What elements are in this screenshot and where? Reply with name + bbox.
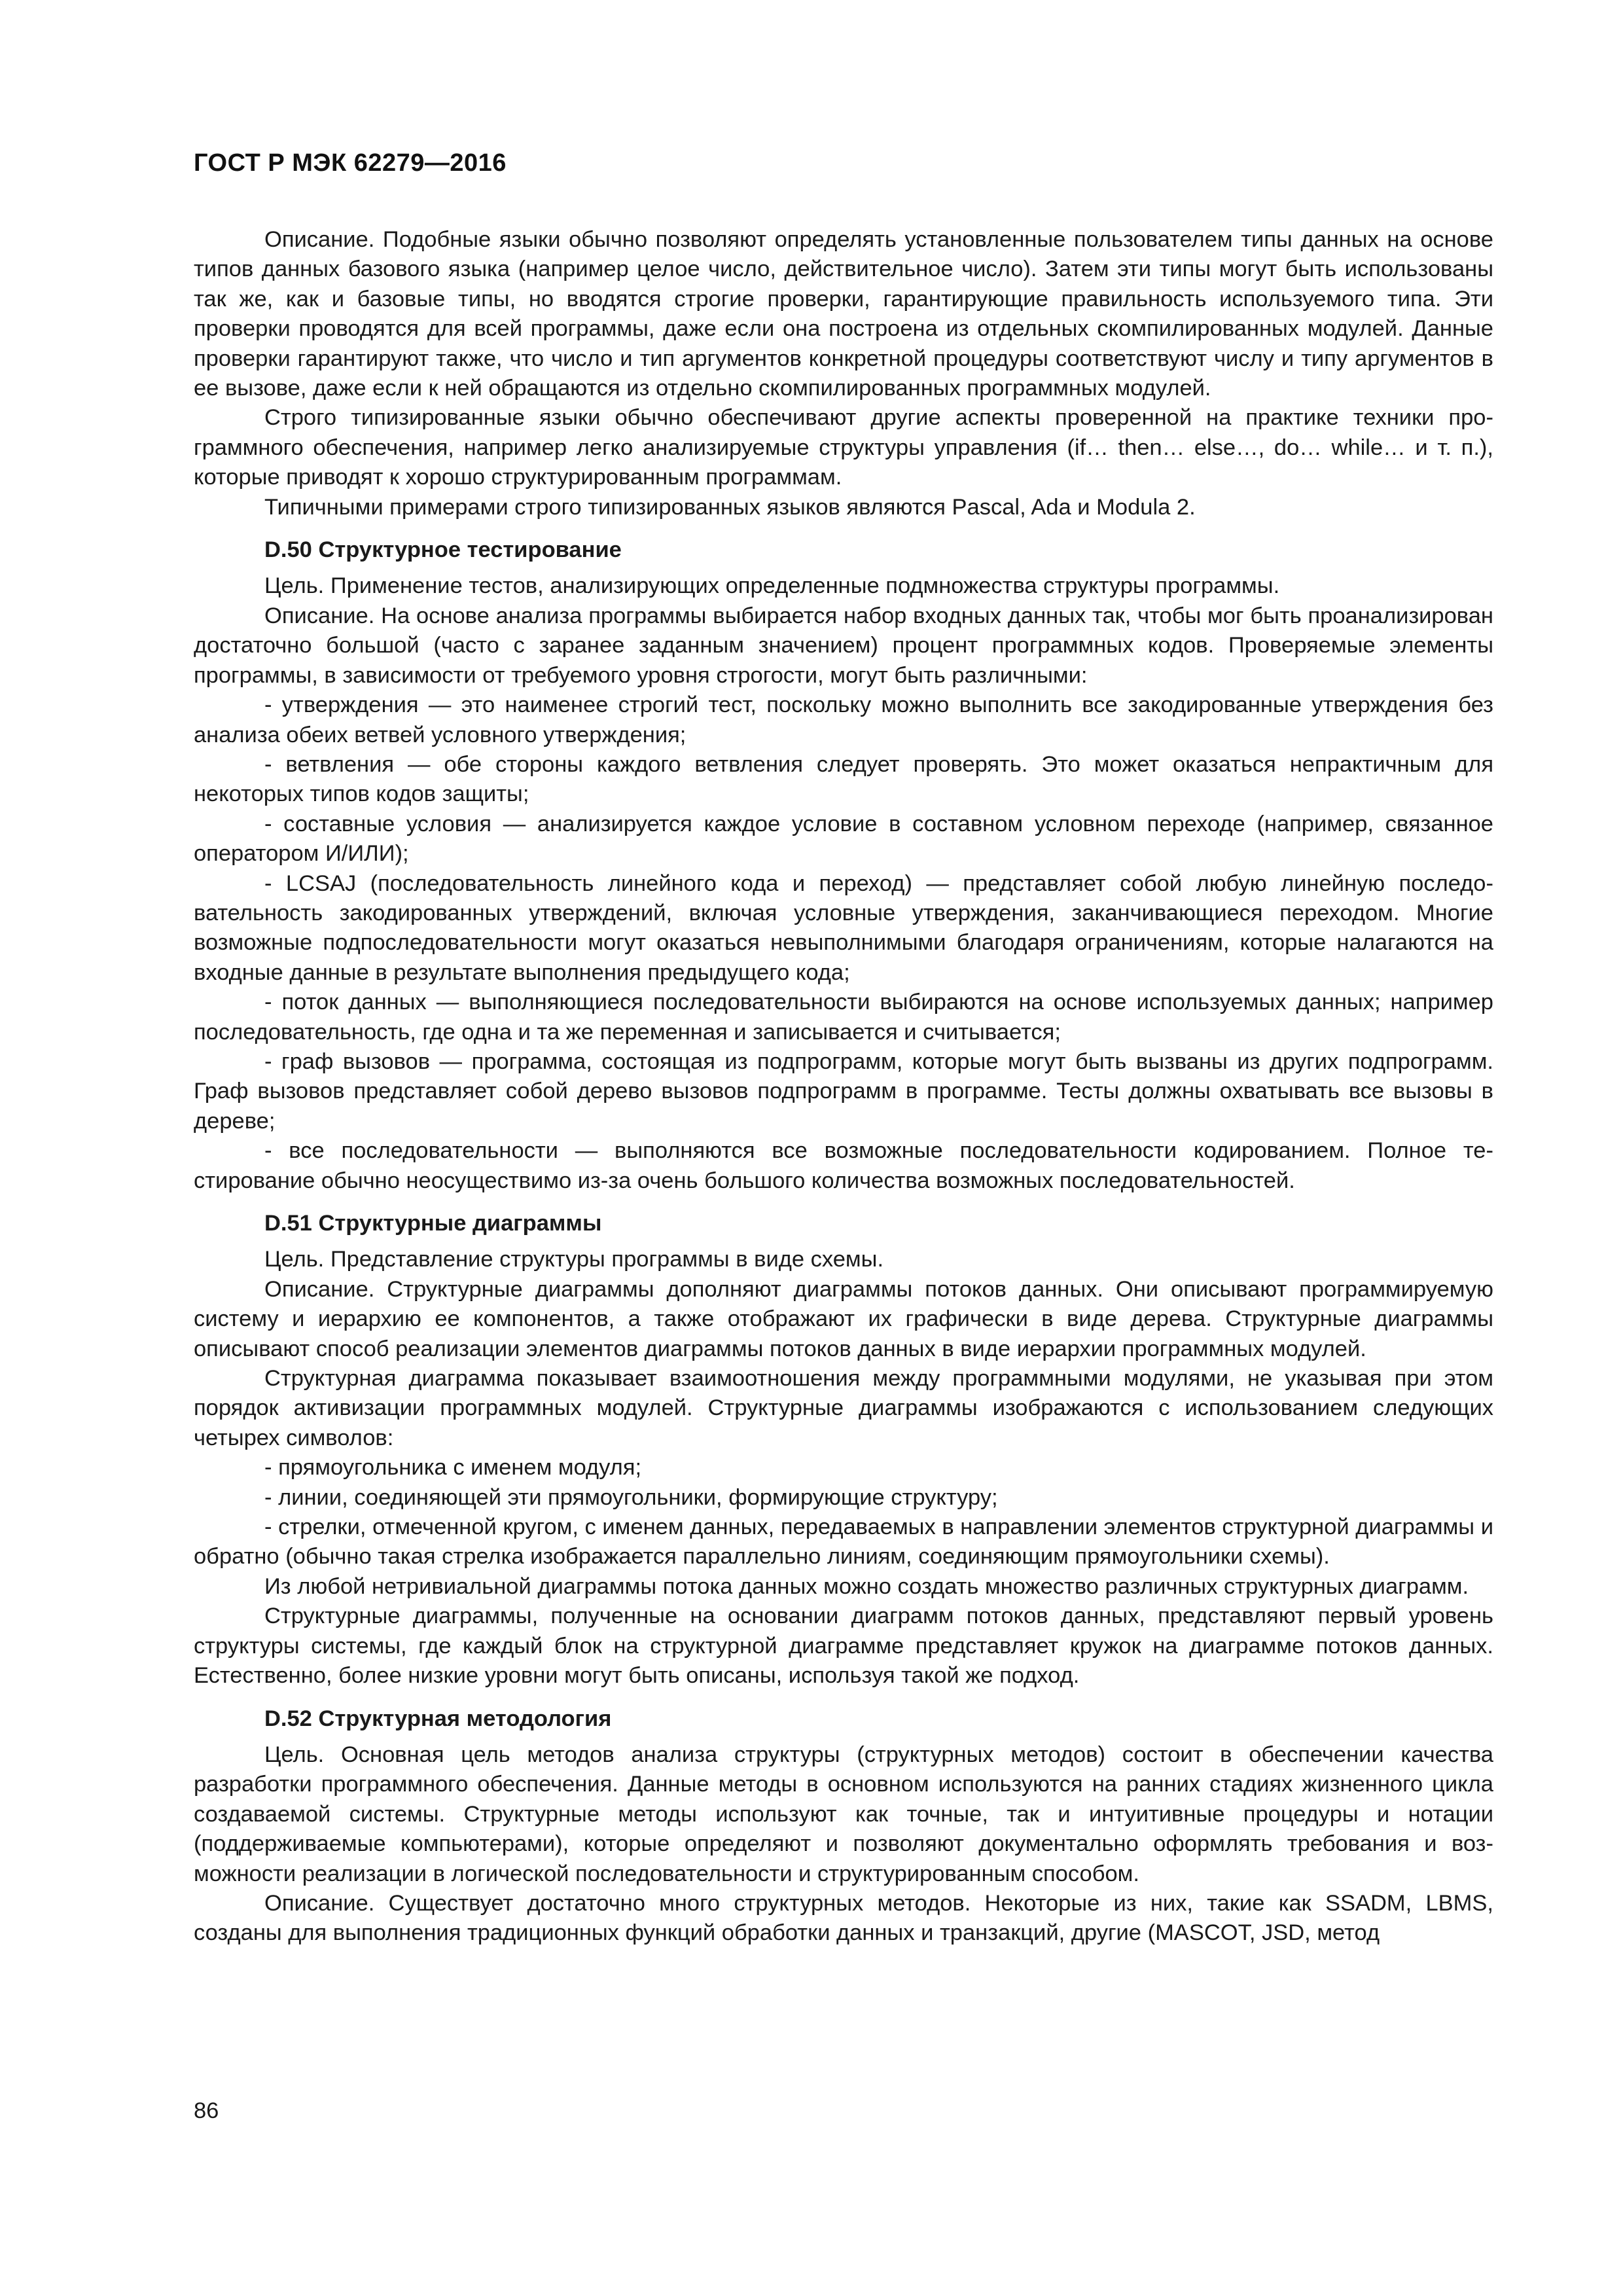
paragraph: Строго типизированные языки обычно обеспечивают другие аспекты проверенной на практике техники программного обеспечения, например легко анализируемые структуры управления (if… then… else…, do… while… и т. п.), которые приводят к хорошо структурированным программам. xyxy=(194,405,1493,490)
section-heading-d52: D.52 Структурная методология xyxy=(264,1706,612,1731)
paragraph: Цель. Применение тестов, анализирующих определенные подмножества структуры программы. xyxy=(264,573,1280,599)
paragraph: Описание. Подобные языки обычно позволяют определять установленные пользователем типы данных на основе типов данных базового языка (например целое число, действительное число). Затем эти типы могут быть использованы так же, как и базовые типы, но вводятся строгие проверки, гарантирующие правильность используемого типа. Эти проверки проводятся для всей программы, даже если она построена из отдельных скомпилированных модулей. Данные проверки гарантируют также, что число и тип аргументов конкретной процедуры соответствуют числу и типу аргументов в ее вызове, даже если к ней обращаются из отдельно скомпилированных программных модулей. xyxy=(194,227,1493,401)
list-item: - ветвления — обе стороны каждого ветвления следует проверять. Это может оказаться непрактичным для некоторых типов кодов защиты; xyxy=(194,751,1493,807)
paragraph: Из любой нетривиальной диаграммы потока данных можно создать множество различных структурных диаграмм. xyxy=(264,1573,1469,1599)
paragraph: Структурные диаграммы, полученные на основании диаграмм потоков данных, представляют первый уровень структуры системы, где каждый блок на структурной диаграмме представляет кружок на диаграмме потоков данных. Естественно, более низкие уровни могут быть описаны, используя такой же подход. xyxy=(194,1604,1493,1689)
standard-designation: ГОСТ Р МЭК 62279—2016 xyxy=(194,149,507,177)
list-item: - все последовательности — выполняются все возможные последовательности кодированием. Полное тестирование обычно неосуществимо из-за очень большого количества возможных последовательностей. xyxy=(194,1138,1493,1193)
section-heading-d51: D.51 Структурные диаграммы xyxy=(264,1211,602,1236)
section-heading-d50: D.50 Структурное тестирование xyxy=(264,537,622,563)
list-item: - LCSAJ (последовательность линейного кода и переход) — представляет собой любую линейную последовательность закодированных утверждений, включая условные утверждения, заканчивающиеся переходом. Многие возможные подпоследовательности могут оказаться невыполнимыми благодаря ограничениям, которые налагаются на входные данные в результате выполнения предыдущего кода; xyxy=(194,870,1493,985)
list-item: - стрелки, отмеченной кругом, с именем данных, передаваемых в направлении элементов структурной диаграммы и обратно (обычно такая стрелка изображается параллельно линиям, соединяющим прямоугольники схемы). xyxy=(194,1515,1493,1570)
paragraph: Цель. Основная цель методов анализа структуры (структурных методов) состоит в обеспечении качества разработки программного обеспечения. Данные методы в основном используются на ранних стадиях жизненного цикла создаваемой системы. Структурные методы используют как точные, так и интуитивные процедуры и нотации (поддерживаемые компьютерами), которые определяют и позволяют документально оформлять требования и возможности реализации в логической последовательности и структурированным способом. xyxy=(194,1742,1493,1886)
list-item: - граф вызовов — программа, состоящая из подпрограмм, которые могут быть вызваны из других подпрограмм. Граф вызовов представляет собой дерево вызовов подпрограмм в программе. Тесты должны охватывать все вызовы в дереве; xyxy=(194,1049,1493,1134)
paragraph: Описание. Структурные диаграммы дополняют диаграммы потоков данных. Они описывают программируемую систему и иерархию ее компонентов, а также отображают их графически в виде дерева. Структурные диаграммы описывают способ реализации элементов диаграммы потоков данных в виде иерархии программных модулей. xyxy=(194,1276,1493,1361)
list-item: - составные условия — анализируется каждое условие в составном условном переходе (например, связанное оператором И/ИЛИ); xyxy=(194,811,1493,867)
list-item: - прямоугольника с именем модуля; xyxy=(264,1455,642,1480)
list-item: - поток данных — выполняющиеся последовательности выбираются на основе используемых данных; например последовательность, где одна и та же переменная и записывается и считывается; xyxy=(194,990,1493,1045)
page-number: 86 xyxy=(194,2098,219,2123)
paragraph: Описание. Существует достаточно много структурных методов. Некоторые из них, такие как SSADM, LBMS, созданы для выполнения традиционных функций обработки данных и транзакций, другие (MASCOT, JSD, метод xyxy=(194,1890,1493,1946)
paragraph: Типичными примерами строго типизированных языков являются Pascal, Ada и Modula 2. xyxy=(264,494,1196,520)
paragraph: Цель. Представление структуры программы в виде схемы. xyxy=(264,1247,884,1272)
paragraph: Описание. На основе анализа программы выбирается набор входных данных так, чтобы мог быть проанализирован достаточно большой (часто с заранее заданным значением) процент программных кодов. Проверяемые элементы программы, в зависимости от требуемого уровня строгости, могут быть различными: xyxy=(194,603,1493,688)
list-item: - утверждения — это наименее строгий тест, поскольку можно выполнить все закодированные утверждения без анализа обеих ветвей условного утверждения; xyxy=(194,692,1493,747)
document-body xyxy=(194,225,1493,1948)
list-item: - линии, соединяющей эти прямоугольники, формирующие структуру; xyxy=(264,1484,998,1510)
paragraph: Структурная диаграмма показывает взаимоотношения между программными модулями, не указывая при этом порядок активизации программных модулей. Структурные диаграммы изображаются с использованием следующих четырех символов: xyxy=(194,1366,1493,1450)
